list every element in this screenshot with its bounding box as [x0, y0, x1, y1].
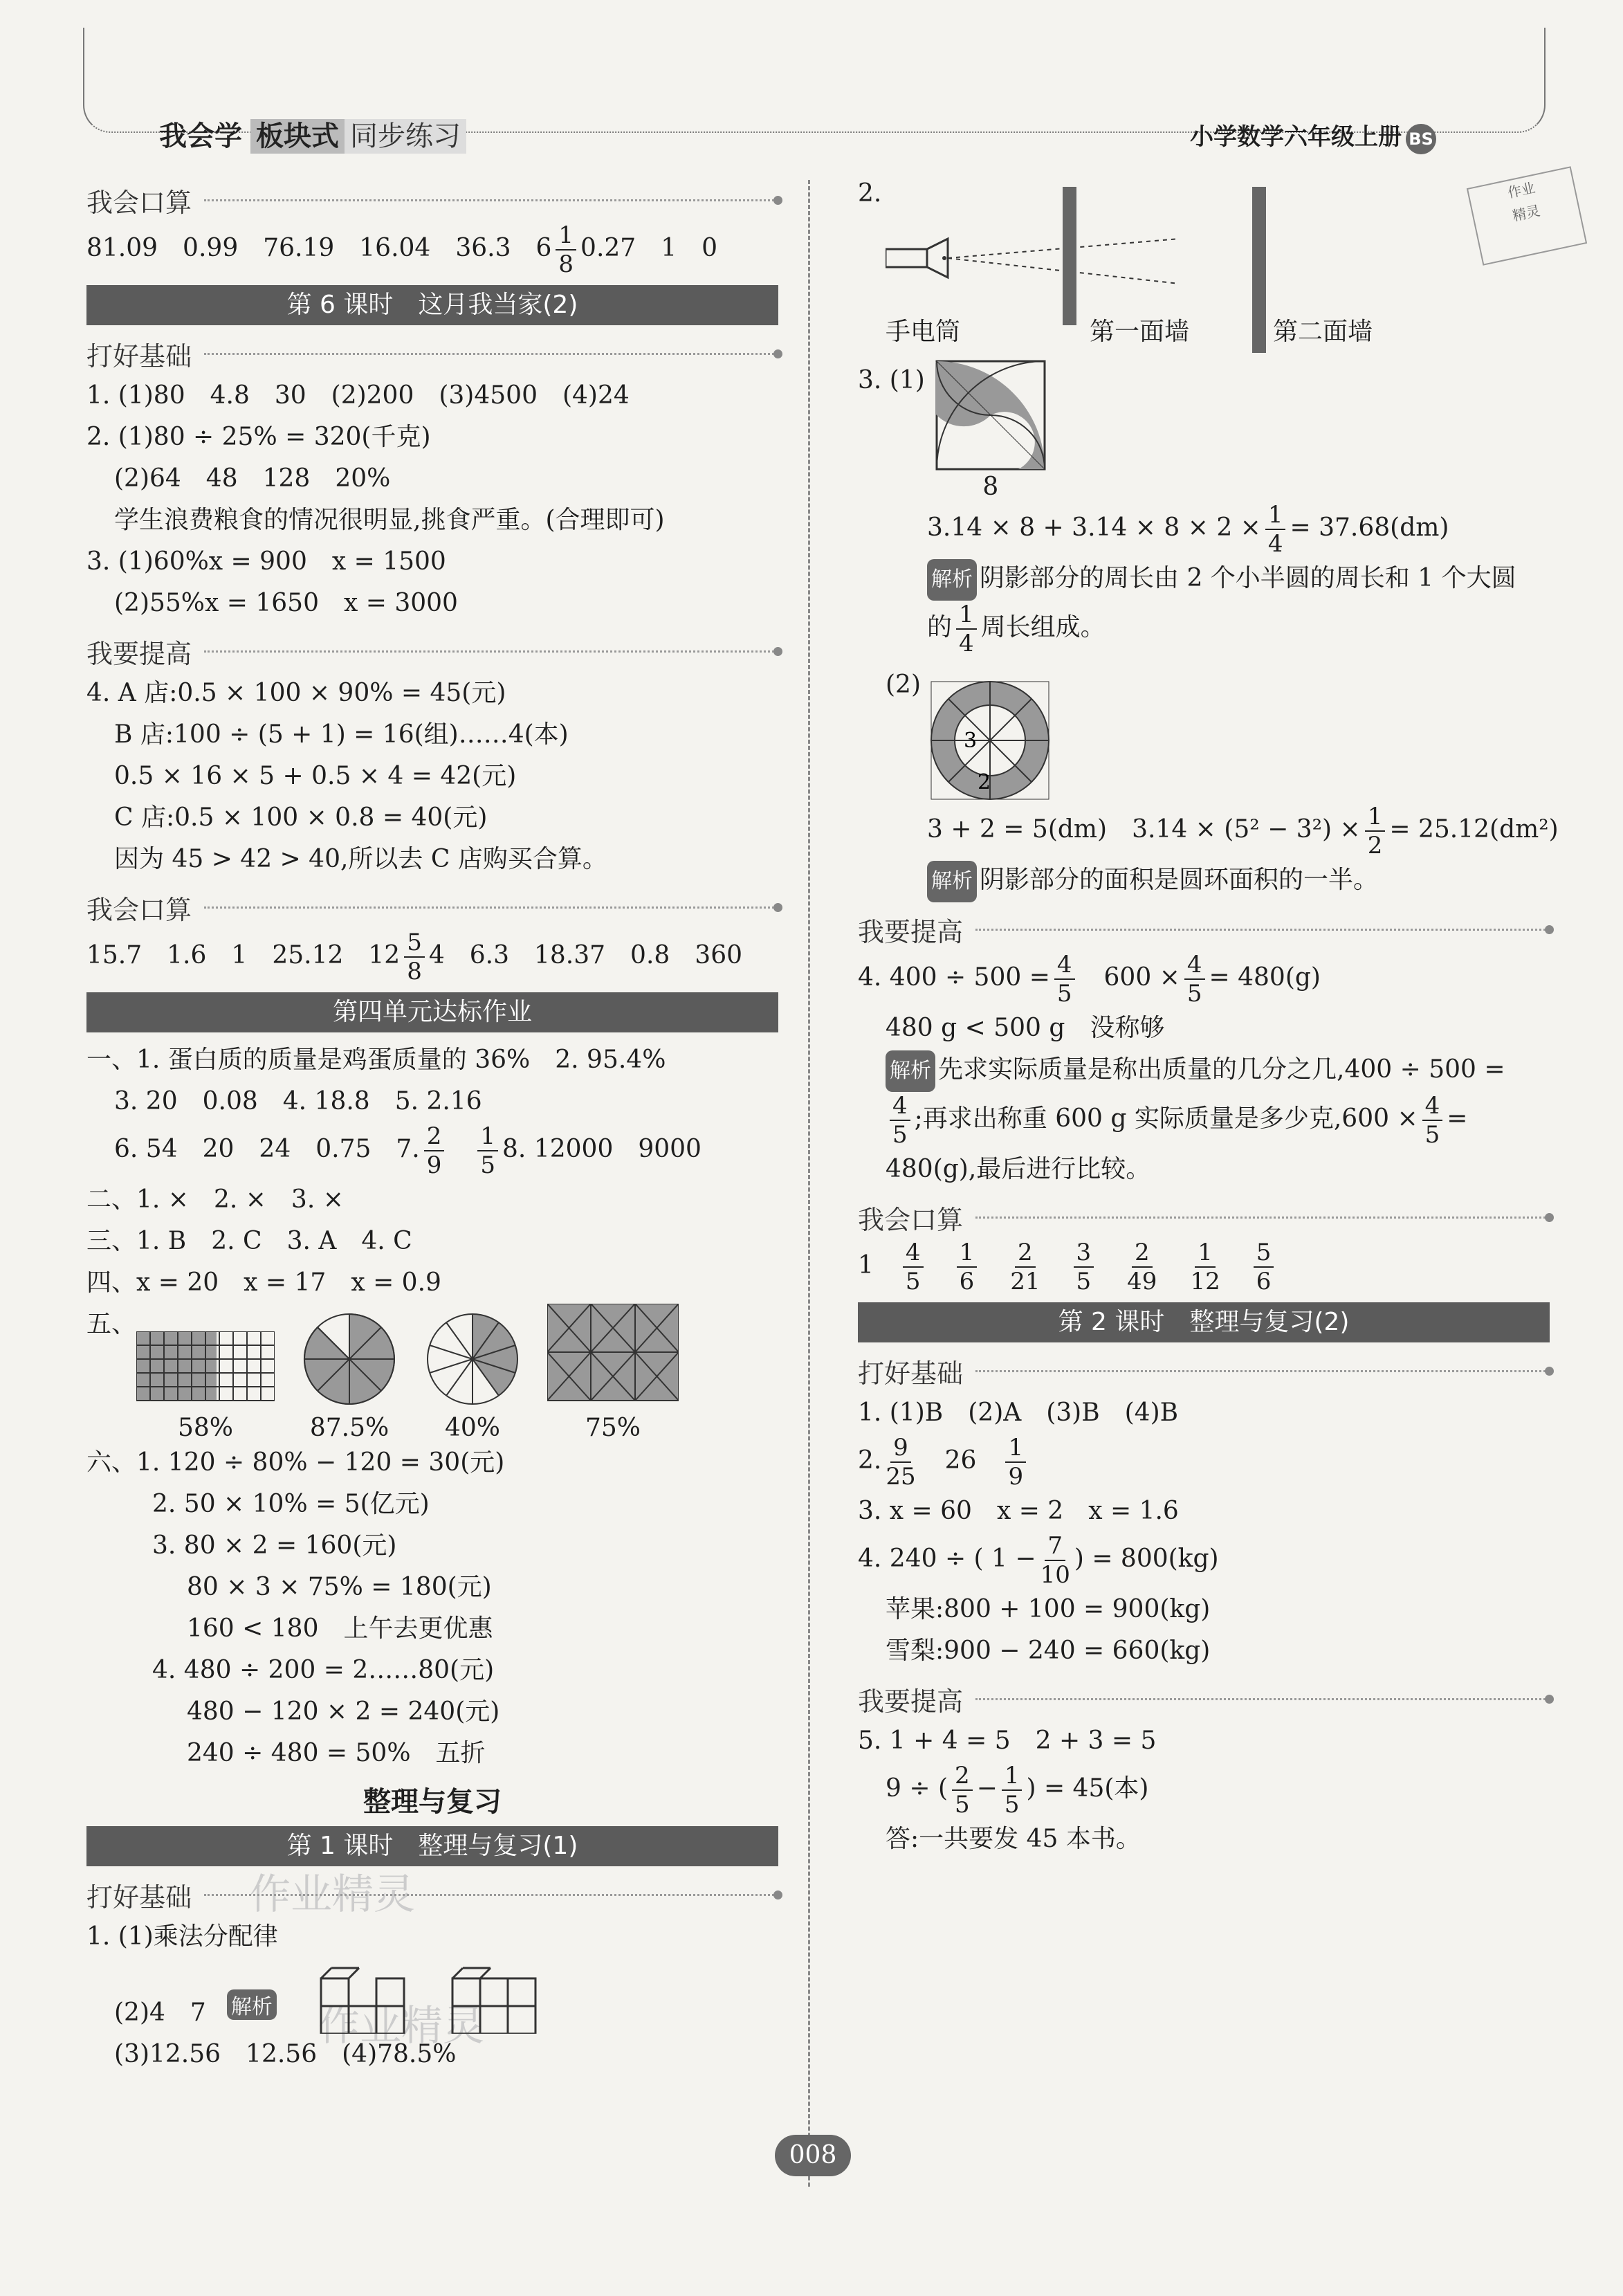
text: 81.09 0.99 76.19 16.04 36.3 6: [86, 234, 552, 262]
lesson-bar: 第四单元达标作业: [86, 992, 778, 1032]
grid-figure: [136, 1331, 275, 1442]
section-title: [86, 1873, 778, 1916]
section-title: [858, 1196, 1550, 1239]
fraction: [424, 1122, 445, 1179]
answer-line: 160 < 180 上午去更优惠: [187, 1614, 493, 1643]
text: ) = 45(本): [1026, 1774, 1149, 1803]
text: 4. 400 ÷ 500 =: [858, 963, 1050, 992]
left-column: [86, 173, 778, 2075]
figure-label: 第一面墙: [1090, 318, 1190, 346]
numerator: 1: [477, 1122, 498, 1151]
header-book-title: [1190, 118, 1436, 154]
lesson-bar: 第 2 课时 整理与复习(2): [858, 1302, 1550, 1342]
text: 1: [858, 1251, 874, 1279]
square-figure: [932, 360, 1049, 501]
fraction: [1074, 1239, 1094, 1295]
text: ;再求出称重 600 g 实际质量是多少克,600 ×: [914, 1104, 1418, 1133]
explanation-line: 480(g),最后进行比较。: [886, 1155, 1151, 1183]
section-label: 我要提高: [858, 1686, 964, 1717]
answer-line: [858, 501, 1550, 558]
fraction: [1127, 1239, 1157, 1295]
flashlight-figure: [858, 173, 1550, 346]
figure-caption: 40%: [445, 1414, 501, 1442]
text: 阴影部分的周长由 2 个小半圆的周长和 1 个大圆: [980, 564, 1516, 592]
text: ) = 800(kg): [1074, 1545, 1219, 1573]
answer-line: 一、1. 蛋白质的质量是鸡蛋质量的 36% 2. 95.4%: [86, 1046, 666, 1074]
denominator: 6: [959, 1268, 975, 1295]
denominator: 25: [886, 1463, 916, 1491]
numerator: 2: [952, 1762, 973, 1791]
text: = 480(g): [1209, 963, 1321, 992]
section-label: 打好基础: [858, 1358, 964, 1389]
numerator: 1: [1365, 803, 1386, 832]
dimension-label: 2: [978, 770, 991, 794]
text: 3 + 2 = 5(dm) 3.14 × (5² − 3²) ×: [927, 815, 1361, 844]
dimension-label: 3: [964, 729, 978, 753]
numerator: 4: [1054, 951, 1075, 980]
answer-line: [858, 803, 1559, 859]
denominator: 5: [955, 1791, 970, 1819]
section-label: 我会口算: [86, 894, 192, 925]
analysis-tag: 解析: [886, 1050, 935, 1092]
watermark: 作业精灵: [249, 1870, 415, 1919]
answer-line: 答:一共要发 45 本书。: [886, 1825, 1141, 1853]
fraction: [1365, 803, 1386, 859]
answer-line: [86, 1122, 778, 1179]
explanation-line: [858, 859, 1550, 902]
fraction: [1184, 951, 1205, 1008]
q3-figure-row: [858, 360, 1550, 501]
numerator: 4: [1184, 951, 1205, 980]
answer-line: 0.5 × 16 × 5 + 0.5 × 4 = 42(元): [114, 762, 517, 790]
fraction: [556, 221, 576, 278]
figure-label: 手电筒: [886, 318, 961, 346]
denominator: 4: [959, 630, 974, 657]
fraction: [956, 601, 977, 657]
figure-caption: 58%: [178, 1414, 234, 1442]
fraction: [957, 1239, 978, 1295]
denominator: 10: [1040, 1561, 1070, 1589]
edition-badge: BS: [1406, 124, 1436, 154]
numerator: 7: [1045, 1532, 1065, 1561]
cube-figure-row: [86, 1958, 778, 2034]
watermark: 作业精灵: [318, 2002, 484, 2050]
section-label: 我要提高: [858, 916, 964, 947]
text: 阴影部分的面积是圆环面积的一半。: [980, 866, 1379, 894]
fraction-figures-row: [86, 1304, 778, 1442]
fraction: [477, 1122, 498, 1179]
numerator: 3: [1074, 1239, 1094, 1268]
header-brand: [159, 114, 466, 154]
answer-line: 480 g < 500 g 没称够: [886, 1014, 1165, 1042]
numerator: 1: [556, 221, 576, 250]
series-bold: 板块式: [250, 119, 345, 154]
section-title: [86, 179, 778, 221]
text: = 37.68(dm): [1290, 513, 1449, 542]
explanation-line: [858, 558, 1550, 601]
denominator: 9: [426, 1151, 442, 1179]
fraction: [1010, 1239, 1040, 1295]
stamp-line: 作业: [1506, 179, 1537, 201]
answer-line: 240 ÷ 480 = 50% 五折: [187, 1739, 486, 1767]
text: 3.14 × 8 + 3.14 × 8 × 2 ×: [927, 513, 1261, 542]
answer-line: 二、1. × 2. × 3. ×: [86, 1185, 344, 1214]
answer-line: (2)4 7: [114, 1998, 206, 2027]
numerator: 5: [1254, 1239, 1274, 1268]
denominator: 5: [1186, 980, 1202, 1008]
figure-label: 第二面墙: [1273, 318, 1373, 346]
denominator: 5: [892, 1121, 908, 1149]
section-title: [858, 1349, 1550, 1392]
denominator: 5: [1056, 980, 1072, 1008]
numerator: 4: [890, 1092, 910, 1121]
answer-line: C 店:0.5 × 100 × 0.8 = 40(元): [114, 803, 488, 832]
answer-line: 80 × 3 × 75% = 180(元): [187, 1573, 492, 1601]
answer-line: 3. 20 0.08 4. 18.8 5. 2.16: [114, 1087, 482, 1115]
oral-answers: [858, 1239, 1550, 1295]
text: 26: [944, 1446, 977, 1475]
answer-line: 2. (1)80 ÷ 25% = 320(千克): [86, 423, 431, 451]
denominator: 5: [905, 1268, 921, 1295]
numerator: 9: [890, 1434, 911, 1463]
text: −: [976, 1774, 998, 1803]
cube-stack-figure: [300, 1958, 549, 2034]
fraction: [1002, 1762, 1023, 1819]
text: 4 6.3 18.37 0.8 360: [428, 941, 743, 969]
answer-line: 1. (1)80 4.8 30 (2)200 (3)4500 (4)24: [86, 381, 630, 410]
section-label: 我要提高: [86, 638, 192, 669]
fraction: [1190, 1239, 1220, 1295]
pie-figure-tenths: [424, 1311, 521, 1442]
question-number: 3. (1): [858, 366, 925, 394]
figure-caption: 87.5%: [309, 1414, 389, 1442]
answer-line: (3)12.56 12.56 (4)78.5%: [114, 2040, 457, 2068]
book-title: 小学数学六年级上册: [1190, 123, 1402, 151]
text: 先求实际质量是称出质量的几分之几,400 ÷ 500 =: [938, 1055, 1505, 1084]
answer-line: [858, 1762, 1550, 1819]
fraction: [903, 1239, 924, 1295]
flashlight-diagram: [886, 187, 1176, 325]
denominator: 9: [1008, 1463, 1024, 1491]
stamp-line: 精灵: [1511, 202, 1542, 224]
text: 0.27 1 0: [580, 234, 718, 262]
text: 6. 54 20 24 0.75 7.: [114, 1135, 420, 1163]
numerator: 4: [903, 1239, 924, 1268]
lesson-bar: 第 6 课时 这月我当家(2): [86, 285, 778, 325]
answer-line: [858, 951, 1550, 1008]
numerator: 1: [1002, 1762, 1023, 1791]
numerator: 2: [1015, 1239, 1036, 1268]
answer-line: (2)55%x = 1650 x = 3000: [114, 589, 458, 617]
series-rest: 同步练习: [345, 119, 466, 154]
chapter-heading: 整理与复习: [363, 1786, 502, 1818]
analysis-tag: 解析: [927, 861, 977, 902]
answer-line: 3. 80 × 2 = 160(元): [152, 1531, 397, 1560]
denominator: 8: [558, 250, 574, 278]
denominator: 4: [1267, 530, 1283, 558]
denominator: 5: [1424, 1121, 1440, 1149]
explanation-line: [858, 601, 1550, 657]
fraction: [1005, 1434, 1026, 1491]
fraction: [952, 1762, 973, 1819]
denominator: 2: [1367, 832, 1383, 859]
answer-line: 苹果:800 + 100 = 900(kg): [886, 1595, 1211, 1623]
answer-line: 雪梨:900 − 240 = 660(kg): [886, 1637, 1211, 1665]
text: 周长组成。: [980, 613, 1106, 641]
answer-line: 因为 45 > 42 > 40,所以去 C 店购买合算。: [114, 845, 607, 873]
section-title: [858, 1677, 1550, 1720]
answer-line: 5. 1 + 4 = 5 2 + 3 = 5: [858, 1726, 1157, 1755]
text: 4. 240 ÷ ( 1 −: [858, 1545, 1036, 1573]
answer-line: 1. (1)乘法分配律: [86, 1922, 278, 1951]
analysis-tag: 解析: [227, 1989, 277, 2020]
text: =: [1447, 1104, 1468, 1133]
question-number: 2.: [858, 179, 882, 208]
text: 8. 12000 9000: [502, 1135, 702, 1163]
text: = 25.12(dm²): [1389, 815, 1559, 844]
fraction: [1040, 1532, 1070, 1589]
denominator: 6: [1256, 1268, 1272, 1295]
answer-line: [86, 221, 778, 278]
numerator: 5: [404, 929, 425, 958]
denominator: 5: [1076, 1268, 1092, 1295]
numerator: 2: [1132, 1239, 1153, 1268]
dimension-label: 8: [982, 473, 999, 501]
explanation-line: [858, 1092, 1550, 1149]
answer-line: 四、x = 20 x = 17 x = 0.9: [86, 1268, 441, 1297]
q3b-figure-row: [858, 664, 1550, 803]
fraction: [1422, 1092, 1443, 1149]
numerator: 1: [1265, 501, 1286, 530]
numerator: 2: [424, 1122, 445, 1151]
section-title: [86, 886, 778, 929]
fraction: [1254, 1239, 1274, 1295]
answer-line: (2)64 48 128 20%: [114, 464, 391, 493]
section-label: 我会口算: [858, 1204, 964, 1235]
brand-name: 我会学: [159, 120, 242, 152]
fraction: [1054, 951, 1075, 1008]
text: 的: [927, 613, 953, 641]
numerator: 1: [956, 601, 977, 630]
answer-line: 3. (1)60%x = 900 x = 1500: [86, 547, 446, 576]
second-wall: [1252, 187, 1273, 353]
denominator: 12: [1190, 1268, 1220, 1295]
numerator: 1: [957, 1239, 978, 1268]
answer-line: [86, 929, 778, 985]
denominator: 49: [1127, 1268, 1157, 1295]
section-label: 打好基础: [86, 1882, 192, 1913]
lesson-bar: 第 1 课时 整理与复习(1): [86, 1826, 778, 1866]
answer-label: 五、: [86, 1310, 137, 1338]
answer-line: 480 − 120 × 2 = 240(元): [187, 1697, 500, 1726]
denominator: 5: [1004, 1791, 1020, 1819]
answer-line: [858, 1532, 1550, 1589]
denominator: 5: [480, 1151, 496, 1179]
annulus-figure: [928, 678, 1052, 803]
question-number: (2): [886, 671, 921, 699]
right-column: [858, 173, 1559, 1860]
text: 2.: [858, 1446, 882, 1475]
text: 9 ÷ (: [886, 1774, 948, 1803]
answer-line: 1. (1)B (2)A (3)B (4)B: [858, 1398, 1179, 1427]
figure-caption: 75%: [585, 1414, 641, 1442]
section-label: 打好基础: [86, 340, 192, 372]
numerator: 1: [1195, 1239, 1216, 1268]
column-divider: [808, 180, 810, 2187]
text: 15.7 1.6 1 25.12 12: [86, 941, 401, 969]
answer-line: [858, 1434, 1550, 1491]
fraction: [404, 929, 425, 985]
triangle-grid-figure: [547, 1304, 679, 1442]
answer-line: B 店:100 ÷ (5 + 1) = 16(组)……4(本): [114, 720, 569, 749]
text: 600 ×: [1103, 963, 1180, 992]
answer-line: 4. A 店:0.5 × 100 × 90% = 45(元): [86, 679, 506, 707]
answer-line: 学生浪费粮食的情况很明显,挑食严重。(合理即可): [114, 506, 665, 534]
answer-line: 3. x = 60 x = 2 x = 1.6: [858, 1497, 1179, 1525]
fraction: [886, 1434, 915, 1491]
section-title: [86, 332, 778, 375]
section-title: [858, 908, 1550, 951]
fraction: [1265, 501, 1286, 558]
analysis-tag: 解析: [927, 559, 977, 601]
numerator: 4: [1422, 1092, 1443, 1121]
section-title: [86, 630, 778, 673]
answer-line: 六、1. 120 ÷ 80% − 120 = 30(元): [86, 1448, 505, 1477]
pie-figure-eighths: [301, 1311, 398, 1442]
answer-line: 2. 50 × 10% = 5(亿元): [152, 1490, 430, 1518]
denominator: 21: [1010, 1268, 1040, 1295]
answer-line: 三、1. B 2. C 3. A 4. C: [86, 1227, 412, 1255]
section-label: 我会口算: [86, 187, 192, 218]
explanation-line: [858, 1049, 1550, 1092]
numerator: 1: [1005, 1434, 1026, 1463]
answer-line: 4. 480 ÷ 200 = 2……80(元): [152, 1656, 495, 1684]
fraction: [890, 1092, 910, 1149]
page-number: 008: [775, 2135, 851, 2176]
denominator: 8: [407, 958, 422, 985]
